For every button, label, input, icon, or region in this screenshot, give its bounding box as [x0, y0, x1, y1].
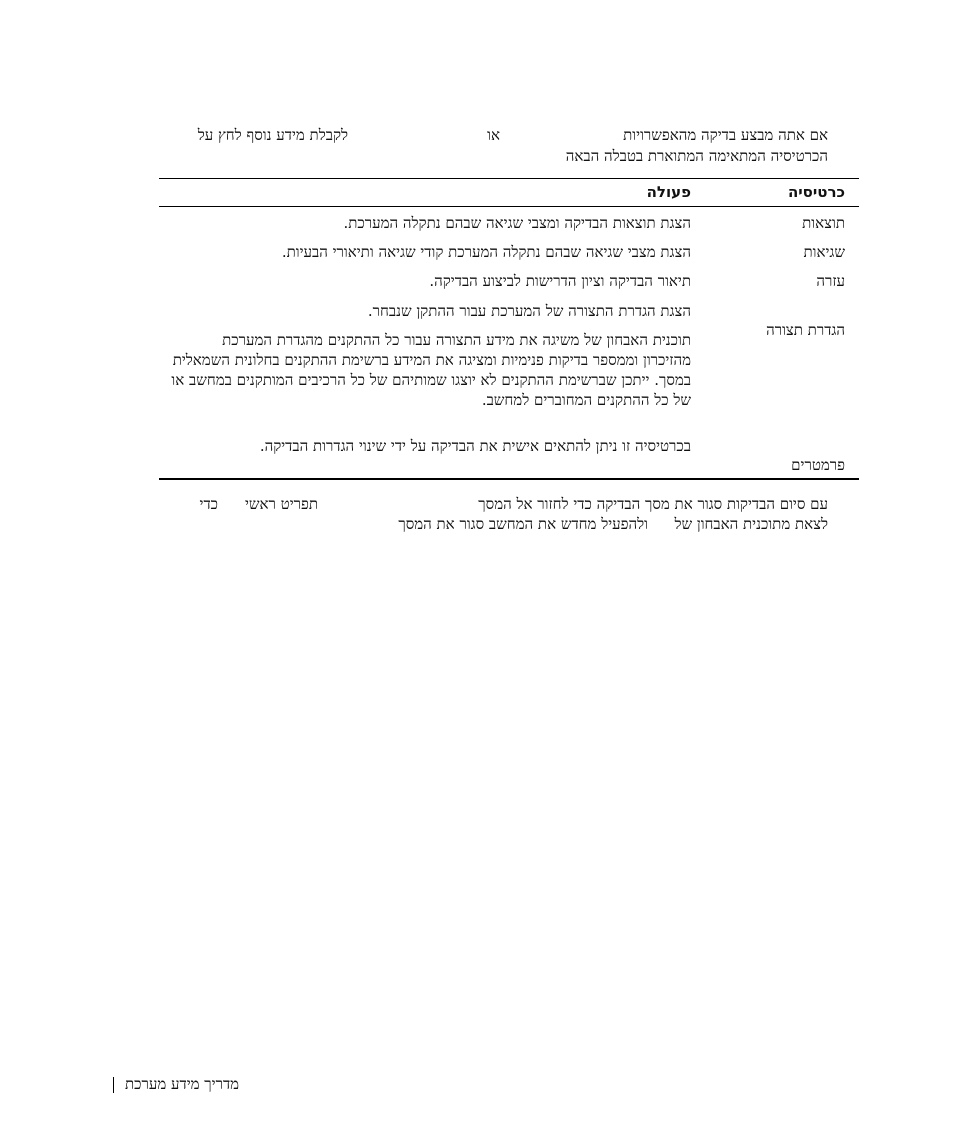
intro-text: אם אתה מבצע בדיקה מהאפשרויות: [623, 126, 828, 144]
intro-text: לקבלת מידע נוסף לחץ על: [197, 126, 348, 144]
page-footer: [113, 1074, 239, 1094]
column-header-tab: כרטיסיה: [787, 183, 845, 201]
closing-paragraph: [168, 494, 828, 536]
closing-text: עם סיום הבדיקות סגור את מסך הבדיקה כדי לחזור אל המסך: [478, 495, 828, 513]
footer-title: מדריך מידע מערכת: [125, 1075, 240, 1093]
table-cell-action: הצגת מצבי שגיאה שבהם נתקלה המערכת קודי שגיאה ותיאורי הבעיות.: [281, 243, 691, 261]
column-header-action: פעולה: [646, 183, 691, 201]
table-cell-tab: עזרה: [816, 272, 845, 290]
footer-divider: [113, 1077, 114, 1093]
table-top-rule: [159, 178, 859, 179]
intro-text: או: [487, 126, 500, 144]
table-cell-action: תיאור הבדיקה וציון הדרישות לביצוע הבדיקה.: [429, 272, 691, 290]
table-cell-tab: הגדרת תצורה: [766, 321, 845, 339]
table-cell-action: הצגת הגדרת התצורה של המערכת עבור ההתקן שנבחר.: [367, 302, 691, 320]
table-cell-tab: שגיאות: [803, 243, 845, 261]
intro-paragraph: [168, 125, 828, 167]
closing-text: תפריט ראשי: [244, 495, 318, 513]
table-cell-action: תוכנית האבחון של משיגה את מידע התצורה עבור כל ההתקנים מהגדרת המערכת מהזיכרון וממספר בדיקות פנימיות ומציגה את המידע ברשימת ההתקנים בחלונית השמאלית במסך. ייתכן שברשימת ההתקנים לא יוצגו שמותיהם של כל הרכיבים המותקנים במחשב או של כל ההתקנים המחוברים למחשב.: [171, 331, 691, 409]
table-header-rule: [159, 206, 859, 207]
table-bottom-rule: [159, 478, 859, 480]
table-cell-action: בכרטיסיה זו ניתן להתאים אישית את הבדיקה על ידי שינוי הגדרות הבדיקה.: [259, 437, 691, 455]
table-cell-tab: פרמטרים: [791, 456, 845, 474]
table-cell-tab: תוצאות: [802, 214, 845, 232]
closing-text: ולהפעיל מחדש את המחשב סגור את המסך: [398, 515, 648, 533]
closing-text: לצאת מתוכנית האבחון של: [674, 515, 828, 533]
table-cell-action: הצגת תוצאות הבדיקה ומצבי שגיאה שבהם נתקלה המערכת.: [343, 214, 691, 232]
intro-text: הכרטיסיה המתאימה המתוארת בטבלה הבאה: [565, 147, 828, 165]
closing-text: כדי: [199, 495, 218, 513]
